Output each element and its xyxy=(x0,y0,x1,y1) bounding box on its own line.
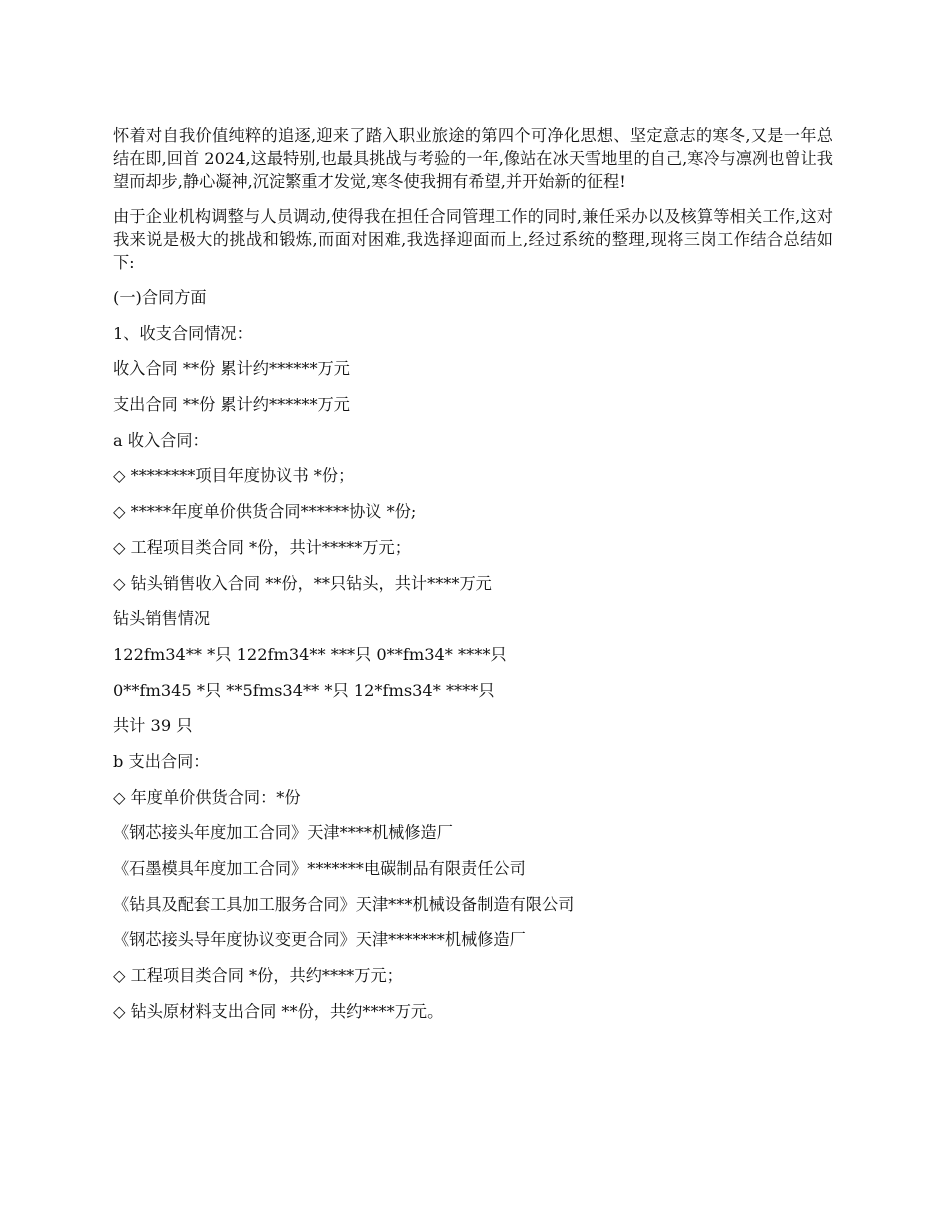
text-line: 0**fm345 *只 **5fms34** *只 12*fms34* ****只 xyxy=(113,680,495,700)
text-line: 钻头销售情况 xyxy=(113,609,211,629)
document-body xyxy=(113,124,833,1035)
list-item: ◇ 年度单价供货合同：*份 xyxy=(113,787,301,807)
list-item: ◇ ********项目年度协议书 *份； xyxy=(113,466,355,486)
subsection-heading: 1、收支合同情况： xyxy=(113,323,253,343)
list-item: ◇ 工程项目类合同 *份，共约****万元； xyxy=(113,966,403,986)
list-item: ◇ 工程项目类合同 *份，共计*****万元； xyxy=(113,537,411,557)
overview-paragraph: 由于企业机构调整与人员调动,使得我在担任合同管理工作的同时,兼任采办以及核算等相关工作,这对我来说是极大的挑战和锻炼,而面对困难,我选择迎面而上,经过系统的整理,现将三岗工作结合总结如下: xyxy=(113,207,833,272)
text-line: 共计 39 只 xyxy=(113,716,193,736)
list-item: ◇ 钻头销售收入合同 **份，**只钻头，共计****万元 xyxy=(113,573,492,593)
list-heading: b 支出合同： xyxy=(113,751,210,771)
text-line: 收入合同 **份 累计约******万元 xyxy=(113,359,350,379)
section-heading-contracts: (一)合同方面 xyxy=(113,288,207,307)
text-line: 《石墨模具年度加工合同》*******电碳制品有限责任公司 xyxy=(113,859,526,878)
list-item: ◇ *****年度单价供货合同******协议 *份; xyxy=(113,502,417,522)
text-line: 《钻具及配套工具加工服务合同》天津***机械设备制造有限公司 xyxy=(113,894,575,914)
text-line: 支出合同 **份 累计约******万元 xyxy=(113,395,350,415)
text-line: 《钢芯接头年度加工合同》天津****机械修造厂 xyxy=(113,823,453,843)
list-item: ◇ 钻头原材料支出合同 **份，共约****万元。 xyxy=(113,1001,444,1021)
text-line: 《钢芯接头导年度协议变更合同》天津*******机械修造厂 xyxy=(113,930,526,950)
intro-paragraph: 怀着对自我价值纯粹的追逐,迎来了踏入职业旅途的第四个可净化思想、坚定意志的寒冬,又是一年总结在即,回首 2024,这最特别,也最具挑战与考验的一年,像站在冰天雪地里的自己,寒冷与凛冽也曾让我望而却步,静心凝神,沉淀繁重才发觉,寒冬使我拥有希望,并开始新的征程! xyxy=(113,126,833,191)
text-line: 122fm34** *只 122fm34** ***只 0**fm34* ****只 xyxy=(113,644,507,664)
list-heading: a 收入合同： xyxy=(113,430,209,450)
